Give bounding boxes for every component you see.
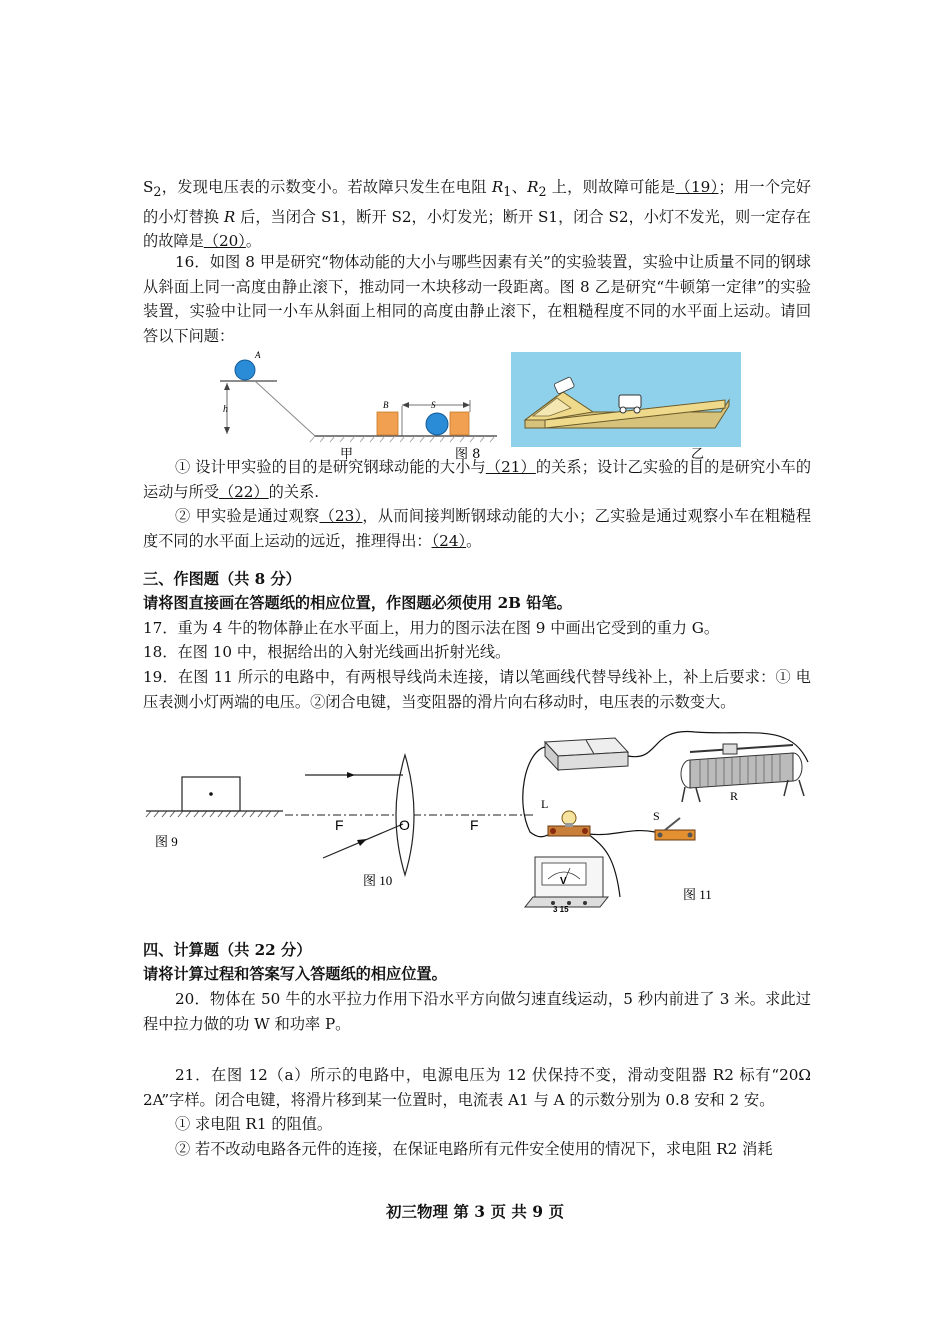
svg-text:图 8: 图 8 xyxy=(455,447,481,462)
section-3-title: 三、作图题（共 8 分） xyxy=(143,570,301,588)
q20-text: 20．物体在 50 牛的水平拉力作用下沿水平方向做匀速直线运动，5 秒内前进了 3 米。求此过程中拉力做的功 W 和功率 P。 xyxy=(143,990,811,1033)
section-3-instruction: 请将图直接画在答题纸的相应位置，作图题必须使用 2B 铅笔。 xyxy=(143,594,572,612)
q21-intro: 21．在图 12（a）所示的电路中，电源电压为 12 伏保持不变，滑动变阻器 R2 标有“20Ω 2A”字样。闭合电键，将滑片移到某一位置时，电流表 A1 与 A 的示数分别为 0.8 安和 2 安。 xyxy=(143,1066,811,1109)
blank-21: （21） xyxy=(485,458,536,476)
q21-part2: ② 若不改动电路各元件的连接，在保证电路所有元件安全使用的情况下，求电阻 R2 消耗 xyxy=(175,1140,773,1158)
blank-23: （23） xyxy=(319,507,363,525)
switch xyxy=(655,818,695,840)
section-4-instruction: 请将计算过程和答案写入答题纸的相应位置。 xyxy=(143,965,447,983)
figure-11 xyxy=(520,722,820,922)
svg-text:图 11: 图 11 xyxy=(683,887,712,902)
svg-text:S: S xyxy=(653,809,660,823)
q16-intro: 16．如图 8 甲是研究“物体动能的大小与哪些因素有关”的实验装置，实验中让质量不同的钢球从斜面上同一高度由静止滚下，推动同一木块移动一段距离。图 8 乙是研究“牛顿第一定律”的实验装置，实验中让同一小车从斜面上相同的高度由静止滚下，在粗糙程度不同的水平面上运动。请回答以下问题： xyxy=(143,253,811,345)
wood-block-end xyxy=(450,412,469,435)
svg-text:图 9: 图 9 xyxy=(155,834,178,849)
svg-text:L: L xyxy=(541,797,549,811)
light-bulb xyxy=(548,811,590,836)
svg-text:乙: 乙 xyxy=(691,447,705,462)
blank-20: （20） xyxy=(203,232,246,251)
blank-24: （24） xyxy=(431,531,467,550)
svg-text:R: R xyxy=(730,789,739,803)
rheostat xyxy=(681,744,804,802)
wood-block-b xyxy=(377,412,398,435)
svg-text:O: O xyxy=(399,817,410,833)
q21-part1: ① 求电阻 R1 的阻值。 xyxy=(175,1115,333,1133)
q17-text: 17．重为 4 牛的物体静止在水平面上，用力的图示法在图 9 中画出它受到的重力 G。 xyxy=(143,619,720,637)
q16-item1: ① 设计甲实验的目的是研究钢球动能的大小与（21）的关系；设计乙实验的目的是研究小车的运动与所受（22）的关系. xyxy=(143,458,812,501)
svg-text:图 10: 图 10 xyxy=(363,873,393,888)
q19-text: 19．在图 11 所示的电路中，有两根导线尚未连接，请以笔画线代替导线补上，补上后要求：① 电压表测小灯两端的电压。②闭合电键，当变阻器的滑片向右移动时，电压表的示数变大。 xyxy=(143,668,811,711)
svg-text:S: S xyxy=(431,400,436,410)
figure-10 xyxy=(285,750,535,895)
svg-text:3 15: 3 15 xyxy=(553,905,569,914)
steel-ball-b xyxy=(426,413,448,435)
svg-text:V: V xyxy=(560,876,567,887)
svg-text:B: B xyxy=(383,400,389,410)
svg-text:F: F xyxy=(335,817,344,833)
svg-text:甲: 甲 xyxy=(340,447,354,462)
figure-8 xyxy=(215,348,750,463)
steel-ball-a xyxy=(235,360,255,380)
svg-text:F: F xyxy=(470,817,479,833)
convex-lens xyxy=(396,755,414,875)
battery xyxy=(545,738,628,770)
q15-text: $S_2$，发现电压表的示数变小。若故障只发生在电阻 $R_1$、$R_2$ 上，则故障可能是（19）；用一个完好的小灯替换 R 后，当闭合 S1，断开 S2，小灯发光；断开 S1，闭合 S2，小灯不发光，则一定存在的故障是（20）。 xyxy=(143,178,812,251)
page-footer: 初三物理 第 3 页 共 9 页 xyxy=(386,1202,564,1221)
blank-22: （22） xyxy=(218,482,269,501)
figure-9 xyxy=(143,770,293,855)
q16-item2: ② 甲实验是通过观察（23），从而间接判断钢球动能的大小；乙实验是通过观察小车在粗糙程度不同的水平面上运动的远近，推理得出：（24）。 xyxy=(143,507,812,550)
svg-text:A: A xyxy=(255,350,261,360)
q18-text: 18．在图 10 中，根据给出的入射光线画出折射光线。 xyxy=(143,643,511,661)
section-4-title: 四、计算题（共 22 分） xyxy=(143,941,312,959)
blank-19: （19） xyxy=(675,178,719,196)
svg-text:h: h xyxy=(223,404,228,415)
